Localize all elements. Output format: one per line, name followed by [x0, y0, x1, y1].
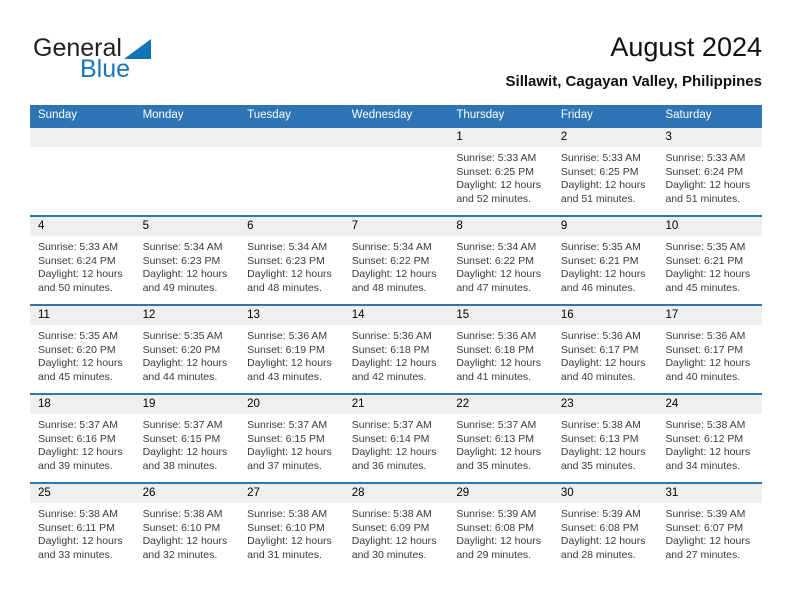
day-number-6: 6: [239, 217, 344, 236]
page-subtitle: Sillawit, Cagayan Valley, Philippines: [505, 73, 762, 91]
day-body: [344, 236, 449, 295]
day-body: [553, 503, 658, 562]
day-body: [239, 325, 344, 384]
sunset-text: Sunset: 6:22 PM: [456, 254, 534, 267]
day-body: [135, 414, 240, 473]
sunset-text: Sunset: 6:23 PM: [247, 254, 325, 267]
logo-word-general: General: [33, 34, 122, 62]
day-cell-31: [657, 484, 762, 571]
day-body: [553, 325, 658, 384]
daylight-text: Daylight: 12 hours and 40 minutes.: [560, 357, 646, 383]
sunset-text: Sunset: 6:16 PM: [38, 432, 116, 445]
sunrise-text: Sunrise: 5:38 AM: [38, 508, 118, 520]
weekday-label-monday: Monday: [142, 109, 184, 121]
day-number-21: 21: [344, 395, 449, 414]
calendar-grid: [30, 126, 762, 571]
sunrise-text: Sunrise: 5:35 AM: [560, 241, 641, 253]
sunset-text: Sunset: 6:17 PM: [560, 343, 639, 356]
day-cell-empty: [30, 128, 135, 215]
sunrise-text: Sunrise: 5:34 AM: [247, 241, 328, 253]
day-body: [30, 414, 135, 473]
sunrise-text: Sunrise: 5:36 AM: [560, 330, 641, 342]
sunset-text: Sunset: 6:13 PM: [560, 432, 639, 445]
day-body: [135, 147, 240, 152]
day-body: [135, 325, 240, 384]
day-body: [344, 325, 449, 384]
sunset-text: Sunset: 6:10 PM: [142, 521, 221, 534]
day-number-19: 19: [135, 395, 240, 414]
daylight-text: Daylight: 12 hours and 40 minutes.: [665, 357, 751, 383]
day-number-20: 20: [239, 395, 344, 414]
sunset-text: Sunset: 6:09 PM: [351, 521, 430, 534]
day-body: [239, 147, 344, 152]
sunrise-text: Sunrise: 5:33 AM: [665, 152, 746, 164]
day-body: [657, 147, 762, 206]
daylight-text: Daylight: 12 hours and 51 minutes.: [665, 179, 751, 205]
daylight-text: Daylight: 12 hours and 32 minutes.: [142, 535, 228, 561]
day-body: [657, 414, 762, 473]
day-body: [344, 414, 449, 473]
daylight-text: Daylight: 12 hours and 52 minutes.: [456, 179, 541, 205]
sunrise-text: Sunrise: 5:34 AM: [351, 241, 432, 253]
daylight-text: Daylight: 12 hours and 30 minutes.: [351, 535, 437, 561]
day-number-9: 9: [553, 217, 658, 236]
daylight-text: Daylight: 12 hours and 51 minutes.: [560, 179, 646, 205]
day-body: [344, 503, 449, 562]
day-body: [135, 503, 240, 562]
daylight-text: Daylight: 12 hours and 48 minutes.: [351, 268, 437, 294]
day-number-17: 17: [657, 306, 762, 325]
day-cell-17: [657, 306, 762, 393]
weekday-label-sunday: Sunday: [38, 109, 78, 121]
day-number-2: 2: [553, 128, 658, 147]
logo-word-blue: Blue: [80, 55, 131, 83]
general-blue-logo: [33, 36, 153, 82]
day-cell-21: [344, 395, 449, 482]
day-cell-1: [448, 128, 553, 215]
day-number-11: 11: [30, 306, 135, 325]
sunset-text: Sunset: 6:25 PM: [456, 165, 534, 178]
weekday-label-saturday: Saturday: [665, 109, 712, 121]
day-body: [448, 414, 553, 473]
week-row-2: [30, 215, 762, 304]
sunset-text: Sunset: 6:07 PM: [665, 521, 744, 534]
day-cell-19: [135, 395, 240, 482]
sunset-text: Sunset: 6:23 PM: [142, 254, 221, 267]
day-number-14: 14: [344, 306, 449, 325]
day-body: [553, 147, 658, 206]
weekday-label-thursday: Thursday: [456, 109, 505, 121]
sunrise-text: Sunrise: 5:35 AM: [142, 330, 223, 342]
day-number-18: 18: [30, 395, 135, 414]
daylight-text: Daylight: 12 hours and 34 minutes.: [665, 446, 751, 472]
sunrise-text: Sunrise: 5:39 AM: [560, 508, 641, 520]
day-cell-18: [30, 395, 135, 482]
day-cell-30: [553, 484, 658, 571]
day-cell-24: [657, 395, 762, 482]
day-body: [239, 503, 344, 562]
sunset-text: Sunset: 6:21 PM: [665, 254, 744, 267]
sunset-text: Sunset: 6:20 PM: [142, 343, 221, 356]
day-number-15: 15: [448, 306, 553, 325]
day-number-5: 5: [135, 217, 240, 236]
day-body: [30, 503, 135, 562]
daylight-text: Daylight: 12 hours and 47 minutes.: [456, 268, 541, 294]
day-cell-4: [30, 217, 135, 304]
daylight-text: Daylight: 12 hours and 41 minutes.: [456, 357, 541, 383]
sunrise-text: Sunrise: 5:37 AM: [38, 419, 118, 431]
sunrise-text: Sunrise: 5:39 AM: [665, 508, 746, 520]
day-cell-6: [239, 217, 344, 304]
daylight-text: Daylight: 12 hours and 45 minutes.: [665, 268, 751, 294]
day-cell-5: [135, 217, 240, 304]
sunrise-text: Sunrise: 5:38 AM: [351, 508, 432, 520]
sunrise-text: Sunrise: 5:35 AM: [38, 330, 118, 342]
sunrise-text: Sunrise: 5:36 AM: [665, 330, 746, 342]
sunset-text: Sunset: 6:12 PM: [665, 432, 744, 445]
daylight-text: Daylight: 12 hours and 33 minutes.: [38, 535, 123, 561]
day-number-13: 13: [239, 306, 344, 325]
sunrise-text: Sunrise: 5:37 AM: [142, 419, 223, 431]
title-block: [506, 32, 762, 90]
sunset-text: Sunset: 6:24 PM: [38, 254, 116, 267]
day-cell-26: [135, 484, 240, 571]
week-row-4: [30, 393, 762, 482]
day-body: [448, 236, 553, 295]
day-cell-20: [239, 395, 344, 482]
sunset-text: Sunset: 6:15 PM: [247, 432, 325, 445]
daylight-text: Daylight: 12 hours and 42 minutes.: [351, 357, 437, 383]
sunset-text: Sunset: 6:24 PM: [665, 165, 744, 178]
sunrise-text: Sunrise: 5:37 AM: [456, 419, 537, 431]
week-row-1: [30, 126, 762, 215]
day-body: [30, 236, 135, 295]
daylight-text: Daylight: 12 hours and 31 minutes.: [247, 535, 332, 561]
daylight-text: Daylight: 12 hours and 48 minutes.: [247, 268, 332, 294]
sunrise-text: Sunrise: 5:35 AM: [665, 241, 746, 253]
daylight-text: Daylight: 12 hours and 37 minutes.: [247, 446, 332, 472]
day-number-29: 29: [448, 484, 553, 503]
calendar-table: [30, 105, 762, 571]
sunset-text: Sunset: 6:17 PM: [665, 343, 744, 356]
sunrise-text: Sunrise: 5:33 AM: [456, 152, 537, 164]
day-body: [30, 325, 135, 384]
day-number-empty: [344, 128, 449, 147]
sunset-text: Sunset: 6:25 PM: [560, 165, 639, 178]
weekday-label-tuesday: Tuesday: [247, 109, 291, 121]
sunset-text: Sunset: 6:15 PM: [142, 432, 221, 445]
sunrise-text: Sunrise: 5:36 AM: [247, 330, 328, 342]
day-cell-15: [448, 306, 553, 393]
day-number-24: 24: [657, 395, 762, 414]
sunset-text: Sunset: 6:21 PM: [560, 254, 639, 267]
day-cell-25: [30, 484, 135, 571]
page-title: August 2024: [610, 32, 762, 62]
sunset-text: Sunset: 6:08 PM: [456, 521, 534, 534]
day-number-22: 22: [448, 395, 553, 414]
sunset-text: Sunset: 6:11 PM: [38, 521, 115, 534]
sunrise-text: Sunrise: 5:39 AM: [456, 508, 537, 520]
daylight-text: Daylight: 12 hours and 50 minutes.: [38, 268, 123, 294]
day-body: [344, 147, 449, 152]
day-body: [448, 503, 553, 562]
day-number-empty: [135, 128, 240, 147]
day-body: [448, 325, 553, 384]
daylight-text: Daylight: 12 hours and 46 minutes.: [560, 268, 646, 294]
day-cell-13: [239, 306, 344, 393]
day-cell-8: [448, 217, 553, 304]
day-number-26: 26: [135, 484, 240, 503]
day-body: [553, 414, 658, 473]
daylight-text: Daylight: 12 hours and 35 minutes.: [560, 446, 646, 472]
sunset-text: Sunset: 6:18 PM: [351, 343, 430, 356]
daylight-text: Daylight: 12 hours and 49 minutes.: [142, 268, 228, 294]
day-cell-2: [553, 128, 658, 215]
daylight-text: Daylight: 12 hours and 43 minutes.: [247, 357, 332, 383]
weekday-label-friday: Friday: [560, 109, 593, 121]
day-number-12: 12: [135, 306, 240, 325]
day-cell-empty: [344, 128, 449, 215]
day-number-16: 16: [553, 306, 658, 325]
daylight-text: Daylight: 12 hours and 35 minutes.: [456, 446, 541, 472]
daylight-text: Daylight: 12 hours and 38 minutes.: [142, 446, 228, 472]
sunset-text: Sunset: 6:13 PM: [456, 432, 534, 445]
sunrise-text: Sunrise: 5:37 AM: [351, 419, 432, 431]
sunrise-text: Sunrise: 5:33 AM: [38, 241, 118, 253]
day-body: [135, 236, 240, 295]
weekday-header-row: [30, 105, 762, 126]
day-number-25: 25: [30, 484, 135, 503]
day-cell-27: [239, 484, 344, 571]
day-cell-12: [135, 306, 240, 393]
day-cell-11: [30, 306, 135, 393]
sunset-text: Sunset: 6:08 PM: [560, 521, 639, 534]
daylight-text: Daylight: 12 hours and 28 minutes.: [560, 535, 646, 561]
daylight-text: Daylight: 12 hours and 44 minutes.: [142, 357, 228, 383]
day-number-30: 30: [553, 484, 658, 503]
week-row-3: [30, 304, 762, 393]
day-cell-14: [344, 306, 449, 393]
day-cell-7: [344, 217, 449, 304]
day-body: [657, 236, 762, 295]
sunrise-text: Sunrise: 5:38 AM: [560, 419, 641, 431]
day-body: [448, 147, 553, 206]
day-body: [239, 414, 344, 473]
daylight-text: Daylight: 12 hours and 36 minutes.: [351, 446, 437, 472]
daylight-text: Daylight: 12 hours and 45 minutes.: [38, 357, 123, 383]
day-number-23: 23: [553, 395, 658, 414]
sunset-text: Sunset: 6:19 PM: [247, 343, 325, 356]
sunrise-text: Sunrise: 5:34 AM: [456, 241, 537, 253]
day-number-31: 31: [657, 484, 762, 503]
sunset-text: Sunset: 6:18 PM: [456, 343, 534, 356]
sunrise-text: Sunrise: 5:36 AM: [351, 330, 432, 342]
day-cell-empty: [135, 128, 240, 215]
sunrise-text: Sunrise: 5:38 AM: [665, 419, 746, 431]
sunset-text: Sunset: 6:20 PM: [38, 343, 116, 356]
day-number-10: 10: [657, 217, 762, 236]
day-cell-empty: [239, 128, 344, 215]
day-cell-3: [657, 128, 762, 215]
day-body: [553, 236, 658, 295]
day-body: [30, 147, 135, 152]
day-number-8: 8: [448, 217, 553, 236]
day-number-empty: [239, 128, 344, 147]
sunrise-text: Sunrise: 5:38 AM: [247, 508, 328, 520]
day-cell-10: [657, 217, 762, 304]
day-number-3: 3: [657, 128, 762, 147]
daylight-text: Daylight: 12 hours and 27 minutes.: [665, 535, 751, 561]
sunrise-text: Sunrise: 5:38 AM: [142, 508, 223, 520]
day-cell-16: [553, 306, 658, 393]
sunset-text: Sunset: 6:22 PM: [351, 254, 430, 267]
day-number-empty: [30, 128, 135, 147]
weekday-label-wednesday: Wednesday: [351, 109, 413, 121]
sunrise-text: Sunrise: 5:33 AM: [560, 152, 641, 164]
day-number-4: 4: [30, 217, 135, 236]
daylight-text: Daylight: 12 hours and 39 minutes.: [38, 446, 123, 472]
day-number-1: 1: [448, 128, 553, 147]
day-cell-9: [553, 217, 658, 304]
day-body: [657, 503, 762, 562]
sunrise-text: Sunrise: 5:34 AM: [142, 241, 223, 253]
day-number-7: 7: [344, 217, 449, 236]
daylight-text: Daylight: 12 hours and 29 minutes.: [456, 535, 541, 561]
day-body: [657, 325, 762, 384]
sunset-text: Sunset: 6:14 PM: [351, 432, 430, 445]
day-cell-23: [553, 395, 658, 482]
day-number-28: 28: [344, 484, 449, 503]
day-body: [239, 236, 344, 295]
week-row-5: [30, 482, 762, 571]
day-cell-22: [448, 395, 553, 482]
sunset-text: Sunset: 6:10 PM: [247, 521, 325, 534]
day-cell-28: [344, 484, 449, 571]
sunrise-text: Sunrise: 5:36 AM: [456, 330, 537, 342]
day-number-27: 27: [239, 484, 344, 503]
day-cell-29: [448, 484, 553, 571]
sunrise-text: Sunrise: 5:37 AM: [247, 419, 328, 431]
